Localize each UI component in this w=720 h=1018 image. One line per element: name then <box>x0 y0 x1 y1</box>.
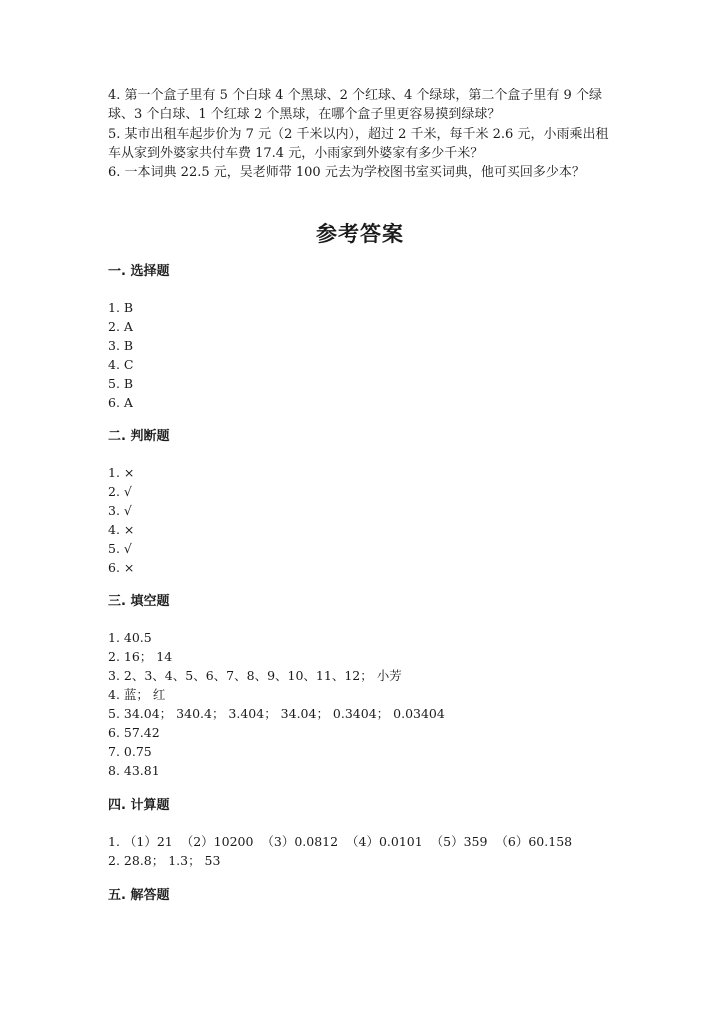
problem-4: 4. 第一个盒子里有 5 个白球 4 个黑球、2 个红球、4 个绿球，第二个盒子里有 9 个绿球、3 个白球、1 个红球 2 个黑球，在哪个盒子里更容易摸到绿球？ <box>108 88 602 123</box>
problem-6: 6. 一本词典 22.5 元，吴老师带 100 元去为学校图书室买词典，他可买回多少本？ <box>108 165 585 181</box>
section-heading-judgment: 二. 判断题 <box>108 429 170 444</box>
word-problems-block <box>108 86 618 182</box>
answer-item: 1. 40.5 <box>108 630 152 645</box>
answer-key-title: 参考答案 <box>316 222 404 246</box>
answer-item: 2. A <box>108 319 133 334</box>
answer-item: 6. 57.42 <box>108 725 160 740</box>
answer-item: 5. B <box>108 376 134 391</box>
answer-item: 2. 28.8； 1.3； 53 <box>108 853 221 868</box>
answer-item: 3. √ <box>108 503 132 518</box>
answer-item: 3. 2、3、4、5、6、7、8、9、10、11、12； 小芳 <box>108 668 402 683</box>
answer-list-calculation <box>108 832 572 870</box>
answer-list-judgment <box>108 463 134 577</box>
answer-item: 4. 蓝； 红 <box>108 687 166 702</box>
answer-item: 2. √ <box>108 484 132 499</box>
answer-item: 5. √ <box>108 541 132 556</box>
section-heading-calculation: 四. 计算题 <box>108 798 170 813</box>
section-heading-choice: 一. 选择题 <box>108 264 170 279</box>
answer-item: 6. A <box>108 395 133 410</box>
answer-item: 1. （1）21 （2）10200 （3）0.0812 （4）0.0101 （5）359 （6）60.158 <box>108 834 573 849</box>
answer-list-choice <box>108 298 133 412</box>
answer-item: 5. 34.04； 340.4； 3.404； 34.04； 0.3404； 0.03404 <box>108 706 445 721</box>
answer-item: 1. × <box>108 465 135 480</box>
answer-item: 6. × <box>108 560 135 575</box>
answer-item: 8. 43.81 <box>108 763 160 778</box>
answer-item: 1. B <box>108 300 134 315</box>
section-heading-fill-blank: 三. 填空题 <box>108 594 170 609</box>
answer-item: 4. × <box>108 522 135 537</box>
answer-list-fill-blank <box>108 628 445 780</box>
problem-5: 5. 某市出租车起步价为 7 元（2 千米以内），超过 2 千米，每千米 2.6 元，小雨乘出租车从家到外婆家共付车费 17.4 元，小雨家到外婆家有多少千米？ <box>108 126 609 161</box>
section-heading-solution: 五. 解答题 <box>108 888 170 903</box>
answer-item: 4. C <box>108 357 134 372</box>
answer-item: 2. 16； 14 <box>108 649 173 664</box>
answer-item: 3. B <box>108 338 134 353</box>
answer-item: 7. 0.75 <box>108 744 152 759</box>
